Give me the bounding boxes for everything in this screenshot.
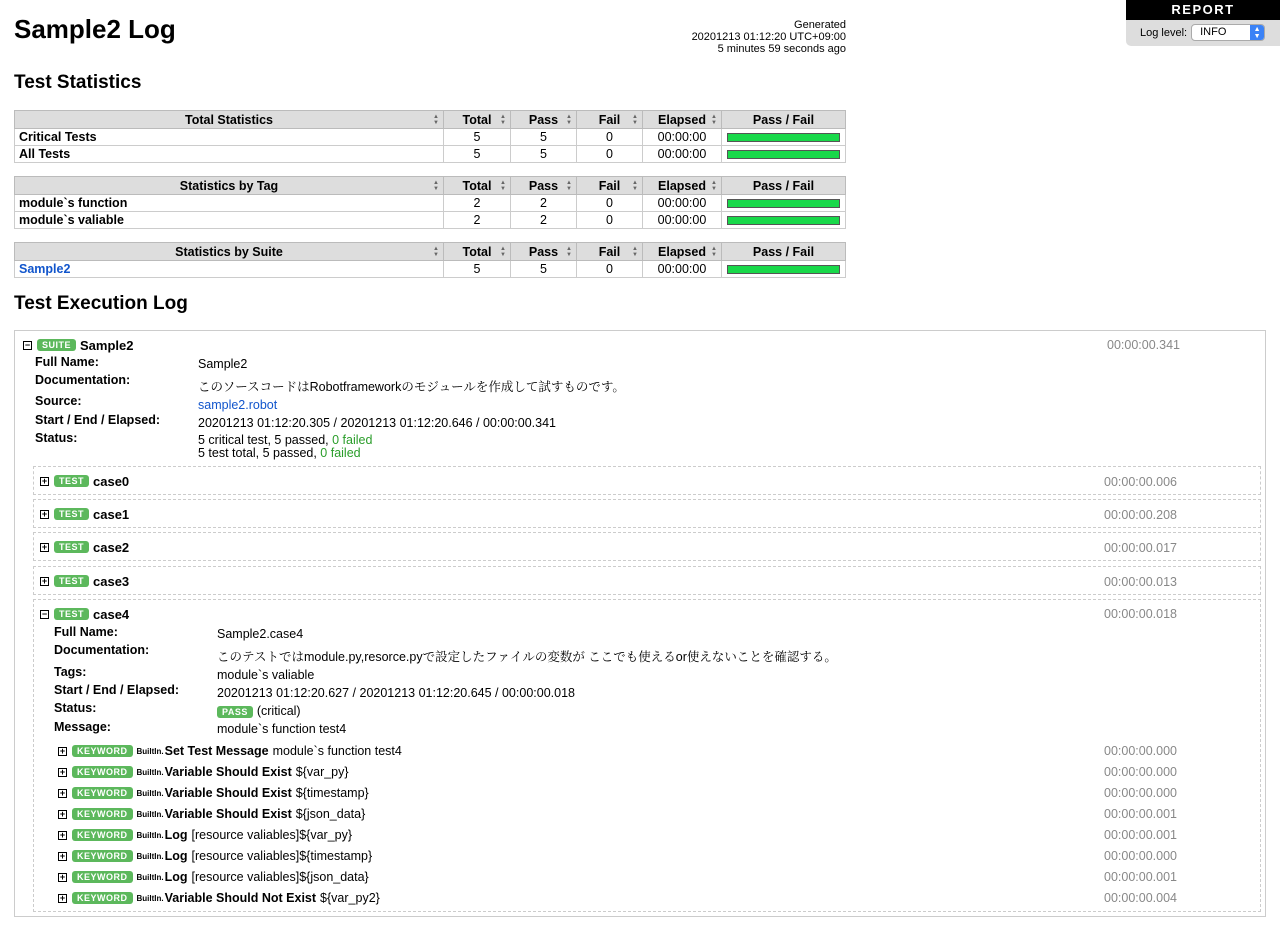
expand-icon[interactable]: + bbox=[41, 541, 48, 552]
keyword-name: Variable Should Exist bbox=[164, 786, 292, 800]
expand-icon[interactable]: + bbox=[59, 829, 66, 840]
stats-column-header[interactable]: Fail ▲ ▼ bbox=[577, 111, 643, 129]
suite-full-name: Sample2 bbox=[198, 357, 248, 371]
keyword-row[interactable] bbox=[58, 805, 365, 823]
stats-table bbox=[14, 110, 846, 163]
test-case0 bbox=[33, 466, 1261, 495]
case4-status-suffix: (critical) bbox=[256, 704, 301, 718]
suite-status-critical-failed: 0 failed bbox=[332, 433, 373, 447]
stats-column-header[interactable]: Total ▲ ▼ bbox=[444, 177, 511, 195]
expand-icon[interactable]: + bbox=[41, 475, 48, 486]
case4-message-key: Message: bbox=[54, 720, 111, 734]
keyword-args: [resource valiables]${timestamp} bbox=[191, 849, 373, 863]
stats-header-row bbox=[15, 111, 846, 129]
stat-total: 5 bbox=[444, 129, 511, 146]
stat-name bbox=[15, 261, 444, 278]
keyword-name: Variable Should Not Exist bbox=[164, 891, 317, 905]
stats-column-header[interactable]: Total Statistics ▲ ▼ bbox=[15, 111, 444, 129]
stats-header-row bbox=[15, 243, 846, 261]
keyword-row[interactable] bbox=[58, 763, 349, 781]
keyword-library: BuiltIn. bbox=[136, 788, 164, 798]
case4-name: case4 bbox=[93, 606, 130, 622]
keyword-elapsed: 00:00:00.004 bbox=[1104, 891, 1177, 905]
suite-documentation-key: Documentation: bbox=[35, 373, 131, 387]
case4-full-name-key: Full Name: bbox=[54, 625, 118, 639]
test-case2 bbox=[33, 532, 1261, 561]
pass-fail-bar bbox=[727, 265, 840, 274]
stat-fail: 0 bbox=[577, 261, 643, 278]
stats-column-header[interactable]: Elapsed ▲ ▼ bbox=[643, 243, 722, 261]
keyword-elapsed: 00:00:00.000 bbox=[1104, 849, 1177, 863]
stat-graph bbox=[722, 195, 846, 212]
stat-total: 2 bbox=[444, 195, 511, 212]
stat-pass: 2 bbox=[511, 212, 577, 229]
test-elapsed: 00:00:00.013 bbox=[1104, 575, 1177, 589]
stats-column-header[interactable]: Elapsed ▲ ▼ bbox=[643, 177, 722, 195]
pass-fail-bar bbox=[727, 216, 840, 225]
pass-badge: PASS bbox=[217, 706, 253, 718]
test-header[interactable] bbox=[40, 572, 129, 590]
stats-column-header[interactable]: Pass ▲ ▼ bbox=[511, 243, 577, 261]
stats-column-header[interactable]: Pass / Fail bbox=[722, 177, 846, 195]
stats-row bbox=[15, 195, 846, 212]
keyword-library: BuiltIn. bbox=[136, 893, 164, 903]
suite-sample2 bbox=[14, 330, 1266, 917]
sort-icon: ▲ ▼ bbox=[433, 180, 439, 192]
stat-pass: 5 bbox=[511, 261, 577, 278]
stat-fail: 0 bbox=[577, 129, 643, 146]
test-label: TEST bbox=[54, 475, 89, 487]
stat-elapsed: 00:00:00 bbox=[643, 261, 722, 278]
keyword-elapsed: 00:00:00.001 bbox=[1104, 828, 1177, 842]
pass-fail-bar bbox=[727, 150, 840, 159]
stats-column-header[interactable]: Pass / Fail bbox=[722, 111, 846, 129]
keyword-label: KEYWORD bbox=[72, 871, 133, 883]
keyword-label: KEYWORD bbox=[72, 766, 133, 778]
stat-graph bbox=[722, 129, 846, 146]
keyword-elapsed: 00:00:00.001 bbox=[1104, 807, 1177, 821]
expand-icon[interactable]: + bbox=[41, 508, 48, 519]
suite-status-total-failed: 0 failed bbox=[320, 446, 361, 460]
expand-icon[interactable]: + bbox=[59, 766, 66, 777]
expand-icon[interactable]: + bbox=[59, 808, 66, 819]
keyword-library: BuiltIn. bbox=[136, 767, 164, 777]
collapse-icon[interactable]: − bbox=[41, 608, 48, 619]
stat-graph bbox=[722, 146, 846, 163]
expand-icon[interactable]: + bbox=[41, 575, 48, 586]
stats-row bbox=[15, 146, 846, 163]
keyword-row[interactable] bbox=[58, 826, 352, 844]
sort-icon: ▲ ▼ bbox=[500, 246, 506, 258]
report-box bbox=[1126, 0, 1280, 46]
suite-status-critical: 5 critical test, 5 passed, bbox=[198, 433, 333, 447]
expand-icon[interactable]: + bbox=[59, 745, 66, 756]
test-name: case3 bbox=[93, 573, 130, 589]
stat-fail: 0 bbox=[577, 195, 643, 212]
stat-graph bbox=[722, 212, 846, 229]
collapse-icon[interactable]: − bbox=[24, 339, 31, 350]
stat-elapsed: 00:00:00 bbox=[643, 195, 722, 212]
stats-column-header[interactable]: Statistics by Suite ▲ ▼ bbox=[15, 243, 444, 261]
sort-icon: ▲ ▼ bbox=[711, 246, 717, 258]
stats-column-header[interactable]: Pass ▲ ▼ bbox=[511, 111, 577, 129]
test-name: case0 bbox=[93, 473, 130, 489]
sort-icon: ▲ ▼ bbox=[500, 114, 506, 126]
keyword-label: KEYWORD bbox=[72, 787, 133, 799]
report-link[interactable]: REPORT bbox=[1126, 0, 1280, 20]
suite-source bbox=[198, 398, 277, 412]
keyword-name: Log bbox=[164, 828, 188, 842]
page-title: Sample2 Log bbox=[14, 14, 176, 44]
keyword-label: KEYWORD bbox=[72, 829, 133, 841]
case4-times-key: Start / End / Elapsed: bbox=[54, 683, 180, 697]
test-label: TEST bbox=[54, 541, 89, 553]
sort-icon: ▲ ▼ bbox=[566, 114, 572, 126]
case4-times: 20201213 01:12:20.627 / 20201213 01:12:20.645 / 00:00:00.018 bbox=[217, 686, 575, 700]
keyword-elapsed: 00:00:00.001 bbox=[1104, 870, 1177, 884]
keyword-label: KEYWORD bbox=[72, 892, 133, 904]
sort-icon: ▲ ▼ bbox=[566, 180, 572, 192]
keyword-args: module`s function test4 bbox=[272, 744, 402, 758]
keyword-args: ${var_py} bbox=[295, 765, 349, 779]
keyword-name: Variable Should Exist bbox=[164, 765, 292, 779]
stat-name: module`s valiable bbox=[15, 212, 444, 229]
test-label: TEST bbox=[54, 508, 89, 520]
stats-column-header[interactable]: Total ▲ ▼ bbox=[444, 111, 511, 129]
stats-column-header[interactable]: Fail ▲ ▼ bbox=[577, 243, 643, 261]
generated-ago: 5 minutes 59 seconds ago bbox=[717, 43, 846, 55]
suite-elapsed: 00:00:00.341 bbox=[1107, 338, 1180, 352]
stat-total: 2 bbox=[444, 212, 511, 229]
expand-icon[interactable]: + bbox=[59, 850, 66, 861]
stat-fail: 0 bbox=[577, 146, 643, 163]
test-name: case2 bbox=[93, 539, 130, 555]
test-label: TEST bbox=[54, 575, 89, 587]
case4-documentation-key: Documentation: bbox=[54, 643, 150, 657]
suite-label: SUITE bbox=[37, 339, 76, 351]
suite-status-total: 5 test total, 5 passed, bbox=[198, 446, 321, 460]
stats-column-header[interactable]: Fail ▲ ▼ bbox=[577, 177, 643, 195]
sort-icon: ▲ ▼ bbox=[632, 180, 638, 192]
log-level-value: INFO bbox=[1200, 26, 1227, 38]
keyword-row[interactable] bbox=[58, 889, 380, 907]
stat-pass: 2 bbox=[511, 195, 577, 212]
select-arrows-icon: ▲ ▼ bbox=[1250, 25, 1264, 40]
expand-icon[interactable]: + bbox=[59, 787, 66, 798]
keyword-elapsed: 00:00:00.000 bbox=[1104, 786, 1177, 800]
keyword-row[interactable] bbox=[58, 784, 369, 802]
keyword-elapsed: 00:00:00.000 bbox=[1104, 765, 1177, 779]
case4-status bbox=[217, 704, 301, 718]
test-label: TEST bbox=[54, 608, 89, 620]
keyword-args: [resource valiables]${json_data} bbox=[191, 870, 369, 884]
keyword-name: Log bbox=[164, 870, 188, 884]
keyword-name: Log bbox=[164, 849, 188, 863]
case4-status-key: Status: bbox=[54, 701, 97, 715]
stats-column-header[interactable]: Statistics by Tag ▲ ▼ bbox=[15, 177, 444, 195]
case4-header[interactable] bbox=[40, 605, 129, 623]
test-case4 bbox=[33, 599, 1261, 912]
statistics-heading: Test Statistics bbox=[14, 72, 142, 93]
log-level-label: Log level: bbox=[1140, 26, 1188, 39]
sort-icon: ▲ ▼ bbox=[711, 114, 717, 126]
stat-name: All Tests bbox=[15, 146, 444, 163]
expand-icon[interactable]: + bbox=[59, 871, 66, 882]
keyword-library: BuiltIn. bbox=[136, 830, 164, 840]
keyword-name: Variable Should Exist bbox=[164, 807, 292, 821]
sort-icon: ▲ ▼ bbox=[632, 246, 638, 258]
suite-header[interactable] bbox=[23, 336, 134, 354]
keyword-elapsed: 00:00:00.000 bbox=[1104, 744, 1177, 758]
test-elapsed: 00:00:00.017 bbox=[1104, 541, 1177, 555]
suite-full-name-key: Full Name: bbox=[35, 355, 99, 369]
pass-fail-bar bbox=[727, 133, 840, 142]
keyword-args: [resource valiables]${var_py} bbox=[191, 828, 353, 842]
keyword-row[interactable] bbox=[58, 868, 369, 886]
test-name: case1 bbox=[93, 506, 130, 522]
stat-pass: 5 bbox=[511, 129, 577, 146]
stats-table bbox=[14, 242, 846, 278]
stat-name: module`s function bbox=[15, 195, 444, 212]
stat-pass: 5 bbox=[511, 146, 577, 163]
case4-message: module`s function test4 bbox=[217, 722, 347, 736]
stat-total: 5 bbox=[444, 261, 511, 278]
execution-log-heading: Test Execution Log bbox=[14, 293, 188, 314]
suite-times: 20201213 01:12:20.305 / 20201213 01:12:20.646 / 00:00:00.341 bbox=[198, 416, 556, 430]
stats-header-row bbox=[15, 177, 846, 195]
stats-column-header[interactable]: Pass / Fail bbox=[722, 243, 846, 261]
case4-documentation: このテストではmodule.py,resorce.pyで設定したファイルの変数が ここでも使えるor使えないことを確認する。 bbox=[217, 650, 837, 664]
test-header[interactable] bbox=[40, 505, 129, 523]
stats-column-header[interactable]: Total ▲ ▼ bbox=[444, 243, 511, 261]
sort-icon: ▲ ▼ bbox=[433, 114, 439, 126]
keyword-library: BuiltIn. bbox=[136, 851, 164, 861]
sort-icon: ▲ ▼ bbox=[500, 180, 506, 192]
stat-elapsed: 00:00:00 bbox=[643, 146, 722, 163]
stats-row bbox=[15, 261, 846, 278]
suite-source-link[interactable]: sample2.robot bbox=[198, 398, 278, 412]
keyword-label: KEYWORD bbox=[72, 745, 133, 757]
suite-link[interactable]: Sample2 bbox=[19, 262, 71, 276]
stats-row bbox=[15, 129, 846, 146]
sort-icon: ▲ ▼ bbox=[566, 246, 572, 258]
stat-elapsed: 00:00:00 bbox=[643, 129, 722, 146]
case4-tags: module`s valiable bbox=[217, 668, 315, 682]
suite-status-key: Status: bbox=[35, 431, 78, 445]
pass-fail-bar bbox=[727, 199, 840, 208]
log-level-select[interactable] bbox=[1191, 24, 1265, 41]
test-elapsed: 00:00:00.006 bbox=[1104, 475, 1177, 489]
keyword-label: KEYWORD bbox=[72, 808, 133, 820]
stats-table bbox=[14, 176, 846, 229]
generated-info bbox=[560, 19, 846, 55]
stat-elapsed: 00:00:00 bbox=[643, 212, 722, 229]
test-case3 bbox=[33, 566, 1261, 595]
suite-status bbox=[198, 434, 372, 460]
case4-elapsed: 00:00:00.018 bbox=[1104, 607, 1177, 621]
keyword-library: BuiltIn. bbox=[136, 746, 164, 756]
sort-icon: ▲ ▼ bbox=[433, 246, 439, 258]
expand-icon[interactable]: + bbox=[59, 892, 66, 903]
stat-total: 5 bbox=[444, 146, 511, 163]
stat-name: Critical Tests bbox=[15, 129, 444, 146]
keyword-row[interactable] bbox=[58, 847, 372, 865]
log-level-row bbox=[1140, 24, 1265, 41]
suite-source-key: Source: bbox=[35, 394, 82, 408]
keyword-name: Set Test Message bbox=[164, 744, 269, 758]
generated-label: Generated bbox=[794, 19, 846, 31]
suite-times-key: Start / End / Elapsed: bbox=[35, 413, 161, 427]
keyword-args: ${json_data} bbox=[295, 807, 366, 821]
test-header[interactable] bbox=[40, 538, 129, 556]
case4-full-name: Sample2.case4 bbox=[217, 627, 304, 641]
test-case1 bbox=[33, 499, 1261, 528]
keyword-label: KEYWORD bbox=[72, 850, 133, 862]
keyword-row[interactable] bbox=[58, 742, 402, 760]
stat-fail: 0 bbox=[577, 212, 643, 229]
suite-documentation: このソースコードはRobotframeworkのモジュールを作成して試すものです。 bbox=[198, 380, 625, 394]
test-elapsed: 00:00:00.208 bbox=[1104, 508, 1177, 522]
generated-timestamp: 20201213 01:12:20 UTC+09:00 bbox=[691, 31, 846, 43]
keyword-library: BuiltIn. bbox=[136, 809, 164, 819]
case4-tags-key: Tags: bbox=[54, 665, 87, 679]
stats-column-header[interactable]: Elapsed ▲ ▼ bbox=[643, 111, 722, 129]
test-header[interactable] bbox=[40, 472, 129, 490]
keyword-args: ${timestamp} bbox=[295, 786, 369, 800]
keyword-library: BuiltIn. bbox=[136, 872, 164, 882]
stats-row bbox=[15, 212, 846, 229]
sort-icon: ▲ ▼ bbox=[711, 180, 717, 192]
suite-name: Sample2 bbox=[80, 337, 134, 353]
sort-icon: ▲ ▼ bbox=[632, 114, 638, 126]
stat-graph bbox=[722, 261, 846, 278]
stats-column-header[interactable]: Pass ▲ ▼ bbox=[511, 177, 577, 195]
keyword-args: ${var_py2} bbox=[320, 891, 380, 905]
